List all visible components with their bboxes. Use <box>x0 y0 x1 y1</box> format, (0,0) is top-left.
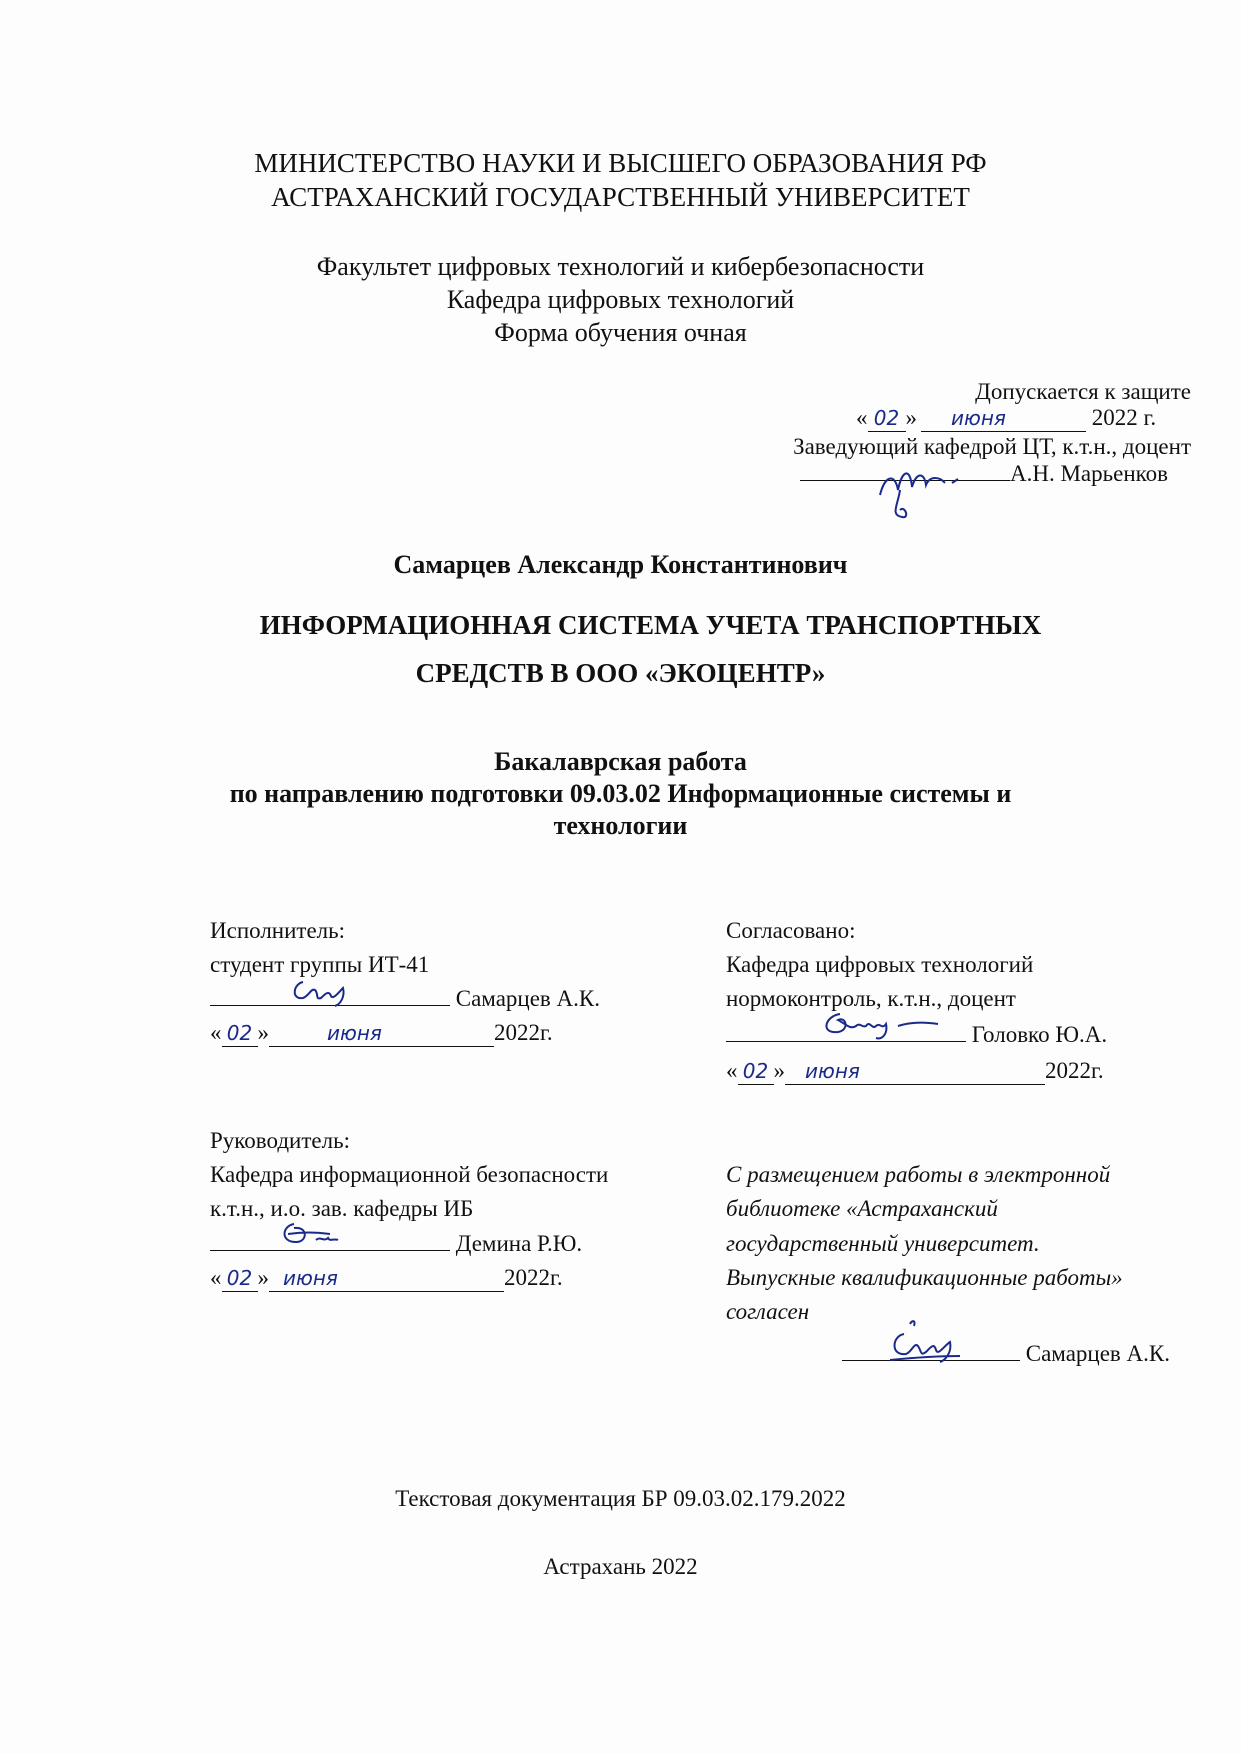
faculty-line: Факультет цифровых технологий и кибербезопасности <box>316 252 925 281</box>
agreed-label: Согласовано: <box>726 918 856 943</box>
approval-name: А.Н. Марьенков <box>1010 461 1169 486</box>
consent-line5: согласен <box>726 1299 810 1324</box>
consent-line4: Выпускные квалификационные работы» <box>726 1265 1123 1290</box>
supervisor-label: Руководитель: <box>210 1128 350 1153</box>
approval-date-day: 02 <box>873 406 900 430</box>
supervisor-date-year: 2022г. <box>504 1265 563 1290</box>
agreed-role: нормоконтроль, к.т.н., доцент <box>726 986 1016 1011</box>
department-line: Кафедра цифровых технологий <box>446 285 795 314</box>
consent-line2: библиотеке «Астраханский <box>726 1196 998 1221</box>
author-full-name: Самарцев Александр Константинович <box>393 550 848 579</box>
document-code: Текстовая документация БР 09.03.02.179.2022 <box>395 1486 846 1511</box>
consent-signature <box>880 1318 970 1368</box>
work-direction-cont: технологии <box>553 811 688 840</box>
supervisor-date-month: июня <box>283 1266 338 1290</box>
agreed-date: « 02 » июня 2022г. <box>726 1058 1104 1083</box>
executor-date-month: июня <box>327 1021 382 1045</box>
city-year: Астрахань 2022 <box>543 1554 698 1579</box>
agreed-date-month: июня <box>805 1059 860 1083</box>
approval-position: Заведующий кафедрой ЦТ, к.т.н., доцент <box>793 434 1191 459</box>
executor-date-year: 2022г. <box>494 1020 553 1045</box>
approval-date: « 02 » июня 2022 г. <box>856 405 1157 430</box>
approval-date-month: июня <box>951 406 1006 430</box>
ministry-line: МИНИСТЕРСТВО НАУКИ И ВЫСШЕГО ОБРАЗОВАНИЯ РФ <box>254 148 987 178</box>
executor-signature <box>285 970 365 1010</box>
executor-date-day: 02 <box>226 1021 253 1045</box>
agreed-signature <box>810 1000 950 1045</box>
consent-line3: государственный университет. <box>726 1231 1040 1256</box>
agreed-dept: Кафедра цифровых технологий <box>726 952 1034 977</box>
agreed-name: Головко Ю.А. <box>971 1022 1108 1047</box>
executor-name: Самарцев А.К. <box>455 986 600 1011</box>
supervisor-signature <box>272 1216 352 1250</box>
university-line: АСТРАХАНСКИЙ ГОСУДАРСТВЕННЫЙ УНИВЕРСИТЕТ <box>271 182 970 212</box>
thesis-title-line1: ИНФОРМАЦИОННАЯ СИСТЕМА УЧЕТА ТРАНСПОРТНЫХ <box>259 610 1042 640</box>
work-direction: по направлению подготовки 09.03.02 Информационные системы и <box>229 779 1012 808</box>
supervisor-name: Демина Р.Ю. <box>455 1231 583 1256</box>
approval-title: Допускается к защите <box>975 379 1191 404</box>
supervisor-date-day: 02 <box>226 1266 253 1290</box>
executor-signature-line <box>210 986 600 1012</box>
approval-signature <box>860 455 970 525</box>
thesis-title-line2: СРЕДСТВ В ООО «ЭКОЦЕНТР» <box>415 658 826 688</box>
supervisor-date: « 02 » июня 2022г. <box>210 1265 563 1290</box>
executor-date: « 02 » июня 2022г. <box>210 1020 553 1045</box>
executor-group: студент группы ИТ-41 <box>210 952 430 977</box>
approval-date-year: 2022 г. <box>1091 405 1157 430</box>
approval-signature-line <box>800 461 1168 487</box>
supervisor-role: к.т.н., и.о. зав. кафедры ИБ <box>210 1196 474 1221</box>
consent-line1: С размещением работы в электронной <box>726 1162 1111 1187</box>
consent-name: Самарцев А.К. <box>1025 1341 1170 1366</box>
agreed-date-day: 02 <box>742 1059 769 1083</box>
supervisor-signature-line <box>210 1231 582 1257</box>
study-form-line: Форма обучения очная <box>494 318 747 347</box>
agreed-date-year: 2022г. <box>1045 1058 1104 1083</box>
work-type: Бакалаврская работа <box>494 747 747 776</box>
executor-label: Исполнитель: <box>210 918 346 943</box>
supervisor-dept: Кафедра информационной безопасности <box>210 1162 609 1187</box>
